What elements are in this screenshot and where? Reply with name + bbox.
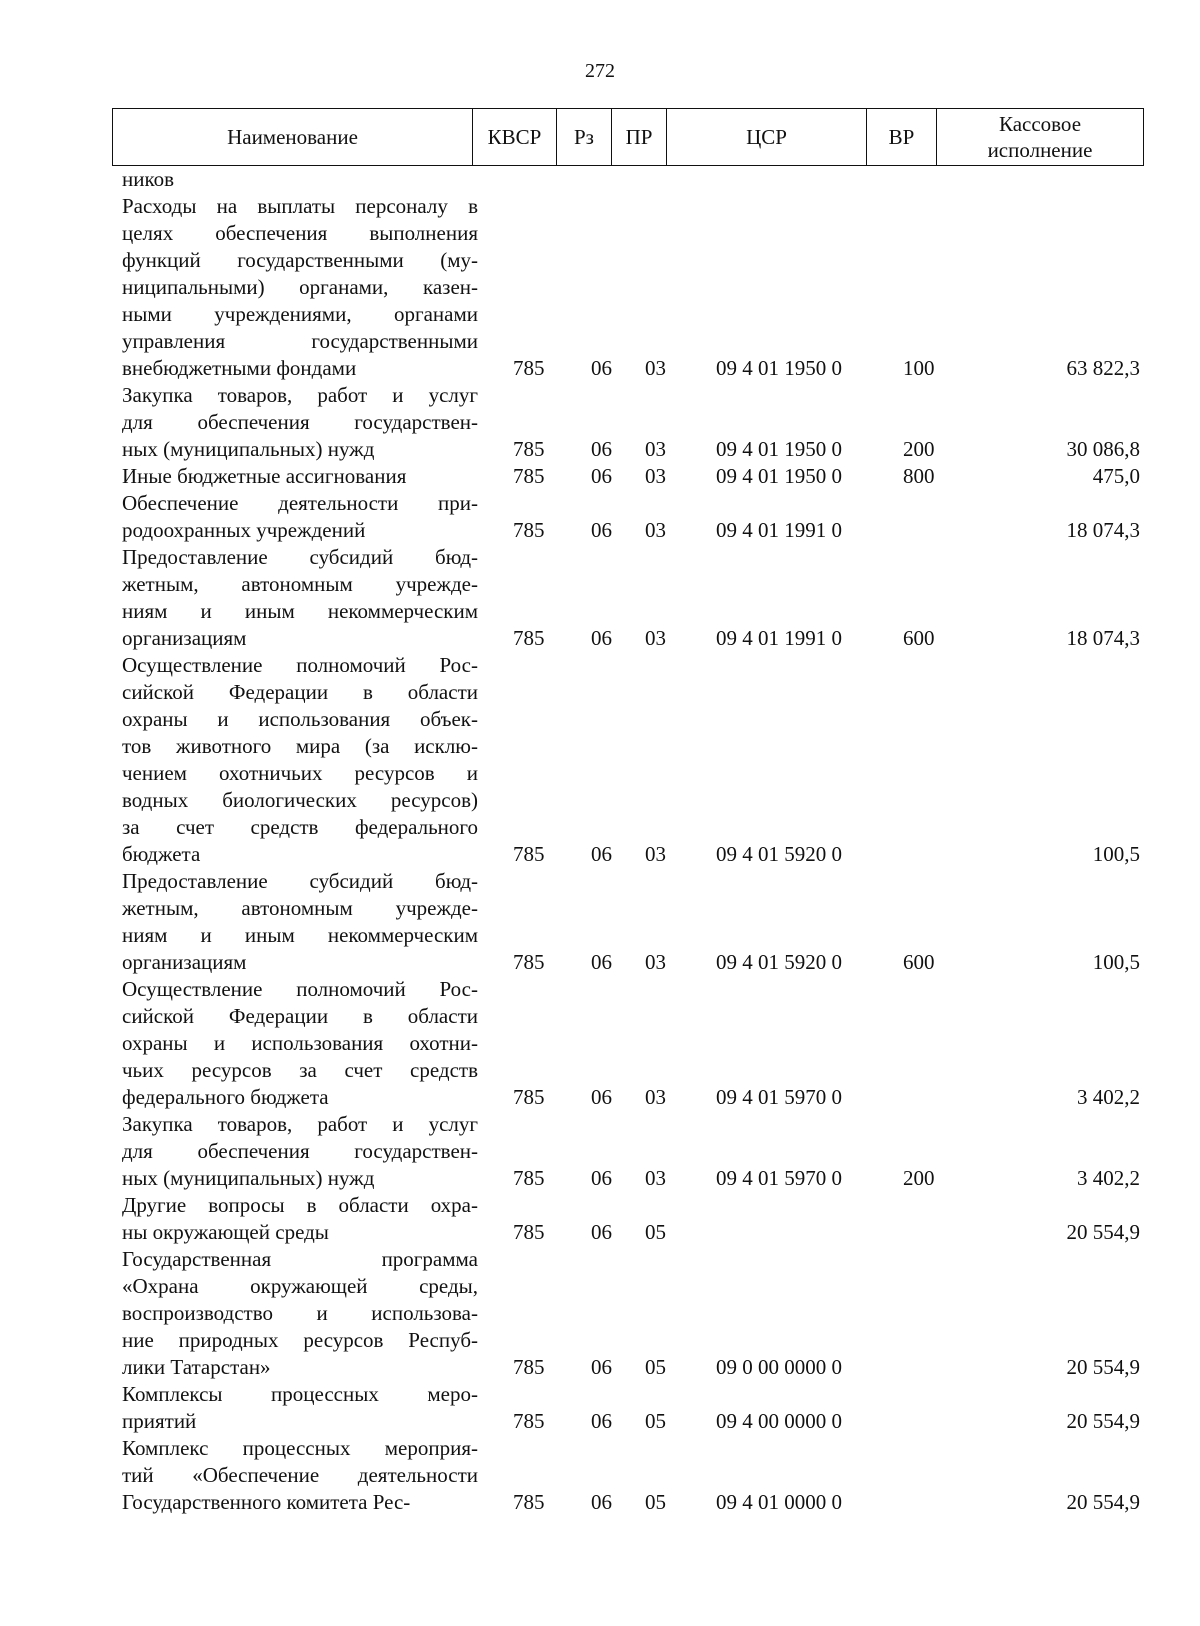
row-name-line: организациям [122,950,247,974]
cell-csr: 09 4 01 0000 0 [716,1490,842,1514]
cell-csr: 09 4 01 5970 0 [716,1085,842,1109]
cell-kvsr: 785 [513,1355,545,1379]
row-name [122,463,478,490]
row-name-line: управления государственными [122,329,478,353]
row-name-line: ных (муниципальных) нужд [122,437,375,461]
cell-sum: 20 554,9 [1066,1355,1140,1379]
cell-pr: 03 [645,842,666,866]
cell-pr: 05 [645,1220,666,1244]
table-row [0,544,1200,652]
cell-pr: 05 [645,1355,666,1379]
cell-sum: 100,5 [1092,950,1140,974]
cell-pr: 03 [645,464,666,488]
cell-rz: 06 [591,356,612,380]
cell-pr: 03 [645,518,666,542]
row-name-line: сийской Федерации в области [122,680,478,704]
table-body [0,166,1200,1516]
cell-kvsr: 785 [513,437,545,461]
cell-rz: 06 [591,626,612,650]
cell-vr: 600 [903,950,935,974]
cell-csr: 09 0 00 0000 0 [716,1355,842,1379]
row-name-line: Предоставление субсидий бюд- [122,869,478,893]
cell-csr: 09 4 01 1950 0 [716,356,842,380]
row-name-line: для обеспечения государствен- [122,410,478,434]
table-row [0,1435,1200,1516]
cell-kvsr: 785 [513,1085,545,1109]
cell-sum: 475,0 [1092,464,1140,488]
table-row [0,166,1200,193]
table-row [0,1246,1200,1381]
row-name-line: сийской Федерации в области [122,1004,478,1028]
row-name [122,544,478,652]
cell-csr: 09 4 01 5920 0 [716,842,842,866]
cell-kvsr: 785 [513,518,545,542]
row-name [122,193,478,382]
row-name-line: Осуществление полномочий Рос- [122,653,478,677]
cell-vr: 200 [903,437,935,461]
cell-vr: 100 [903,356,935,380]
cell-pr: 03 [645,356,666,380]
row-name-line: Комплекс процессных мероприя- [122,1436,478,1460]
row-name-line: Обеспечение деятельности при- [122,491,478,515]
row-name-line: Государственная программа [122,1247,478,1271]
page-number: 272 [585,60,615,82]
cell-csr: 09 4 01 5920 0 [716,950,842,974]
row-name-line: родоохранных учреждений [122,518,366,542]
cell-kvsr: 785 [513,1220,545,1244]
cell-rz: 06 [591,1220,612,1244]
row-name-line: Иные бюджетные ассигнования [122,464,407,488]
cell-pr: 03 [645,437,666,461]
row-name-line: Государственного комитета Рес- [122,1490,411,1514]
cell-rz: 06 [591,1085,612,1109]
header-kvsr: КВСР [473,109,557,165]
row-name [122,652,478,868]
cell-csr: 09 4 01 1991 0 [716,518,842,542]
table-row [0,1381,1200,1435]
cell-kvsr: 785 [513,464,545,488]
cell-kvsr: 785 [513,1166,545,1190]
table-row [0,1111,1200,1192]
row-name-line: Осуществление полномочий Рос- [122,977,478,1001]
cell-rz: 06 [591,437,612,461]
row-name [122,1192,478,1246]
table-row [0,1192,1200,1246]
header-csr: ЦСР [667,109,867,165]
cell-vr: 800 [903,464,935,488]
row-name-line: чьих ресурсов за счет средств [122,1058,478,1082]
row-name [122,1246,478,1381]
cell-sum: 18 074,3 [1066,626,1140,650]
cell-sum: 20 554,9 [1066,1409,1140,1433]
cell-csr: 09 4 01 5970 0 [716,1166,842,1190]
row-name [122,382,478,463]
cell-pr: 05 [645,1490,666,1514]
cell-rz: 06 [591,1409,612,1433]
table-header [112,108,1144,166]
row-name-line: за счет средств федерального [122,815,478,839]
header-rz: Рз [557,109,612,165]
row-name [122,1435,478,1516]
cell-pr: 03 [645,626,666,650]
cell-rz: 06 [591,1166,612,1190]
row-name [122,976,478,1111]
row-name-line: ниципальными) органами, казен- [122,275,478,299]
row-name-line: чением охотничьих ресурсов и [122,761,478,785]
cell-rz: 06 [591,1355,612,1379]
header-sum-line2: исполнение [987,138,1093,162]
row-name-line: тий «Обеспечение деятельности [122,1463,478,1487]
row-name [122,868,478,976]
cell-sum: 3 402,2 [1077,1085,1140,1109]
row-name-line: ников [122,167,175,191]
row-name-line: организациям [122,626,247,650]
row-name [122,1381,478,1435]
cell-kvsr: 785 [513,1490,545,1514]
cell-sum: 30 086,8 [1066,437,1140,461]
row-name-line: федерального бюджета [122,1085,329,1109]
table-row [0,652,1200,868]
cell-pr: 03 [645,1166,666,1190]
cell-csr: 09 4 01 1950 0 [716,437,842,461]
cell-rz: 06 [591,518,612,542]
row-name-line: ны окружающей среды [122,1220,329,1244]
cell-sum: 20 554,9 [1066,1490,1140,1514]
row-name-line: охраны и использования охотни- [122,1031,478,1055]
cell-pr: 03 [645,950,666,974]
row-name-line: Другие вопросы в области охра- [122,1193,478,1217]
row-name-line: ние природных ресурсов Респуб- [122,1328,478,1352]
table-row [0,976,1200,1111]
cell-rz: 06 [591,1490,612,1514]
cell-csr: 09 4 00 0000 0 [716,1409,842,1433]
row-name-line: воспроизводство и использова- [122,1301,478,1325]
cell-rz: 06 [591,950,612,974]
cell-csr: 09 4 01 1950 0 [716,464,842,488]
row-name-line: внебюджетными фондами [122,356,357,380]
header-pr: ПР [612,109,667,165]
table-row [0,193,1200,382]
row-name-line: «Охрана окружающей среды, [122,1274,478,1298]
table-row [0,463,1200,490]
cell-kvsr: 785 [513,626,545,650]
row-name-line: Предоставление субсидий бюд- [122,545,478,569]
cell-csr: 09 4 01 1991 0 [716,626,842,650]
cell-pr: 03 [645,1085,666,1109]
cell-sum: 100,5 [1092,842,1140,866]
row-name [122,166,478,193]
cell-sum: 20 554,9 [1066,1220,1140,1244]
row-name-line: Расходы на выплаты персоналу в [122,194,478,218]
row-name-line: лики Татарстан» [122,1355,271,1379]
row-name-line: ниям и иным некоммерческим [122,923,478,947]
table-row [0,868,1200,976]
header-name: Наименование [113,109,473,165]
row-name-line: ниям и иным некоммерческим [122,599,478,623]
row-name-line: охраны и использования объек- [122,707,478,731]
table-row [0,490,1200,544]
cell-pr: 05 [645,1409,666,1433]
header-sum-line1: Кассовое [998,112,1082,136]
table-row [0,382,1200,463]
cell-vr: 200 [903,1166,935,1190]
cell-sum: 3 402,2 [1077,1166,1140,1190]
cell-kvsr: 785 [513,356,545,380]
row-name-line: для обеспечения государствен- [122,1139,478,1163]
cell-kvsr: 785 [513,1409,545,1433]
row-name-line: Закупка товаров, работ и услуг [122,383,478,407]
header-vr: ВР [867,109,937,165]
row-name-line: тов животного мира (за исклю- [122,734,478,758]
row-name-line: водных биологических ресурсов) [122,788,478,812]
row-name-line: ными учреждениями, органами [122,302,478,326]
row-name-line: бюджета [122,842,201,866]
header-sum [937,109,1143,165]
row-name-line: приятий [122,1409,197,1433]
row-name [122,490,478,544]
row-name-line: Комплексы процессных меро- [122,1382,478,1406]
cell-kvsr: 785 [513,842,545,866]
row-name-line: функций государственными (му- [122,248,478,272]
row-name-line: целях обеспечения выполнения [122,221,478,245]
cell-sum: 18 074,3 [1066,518,1140,542]
cell-kvsr: 785 [513,950,545,974]
cell-sum: 63 822,3 [1066,356,1140,380]
row-name-line: жетным, автономным учрежде- [122,572,478,596]
cell-rz: 06 [591,464,612,488]
cell-vr: 600 [903,626,935,650]
cell-rz: 06 [591,842,612,866]
row-name [122,1111,478,1192]
row-name-line: жетным, автономным учрежде- [122,896,478,920]
row-name-line: Закупка товаров, работ и услуг [122,1112,478,1136]
row-name-line: ных (муниципальных) нужд [122,1166,375,1190]
